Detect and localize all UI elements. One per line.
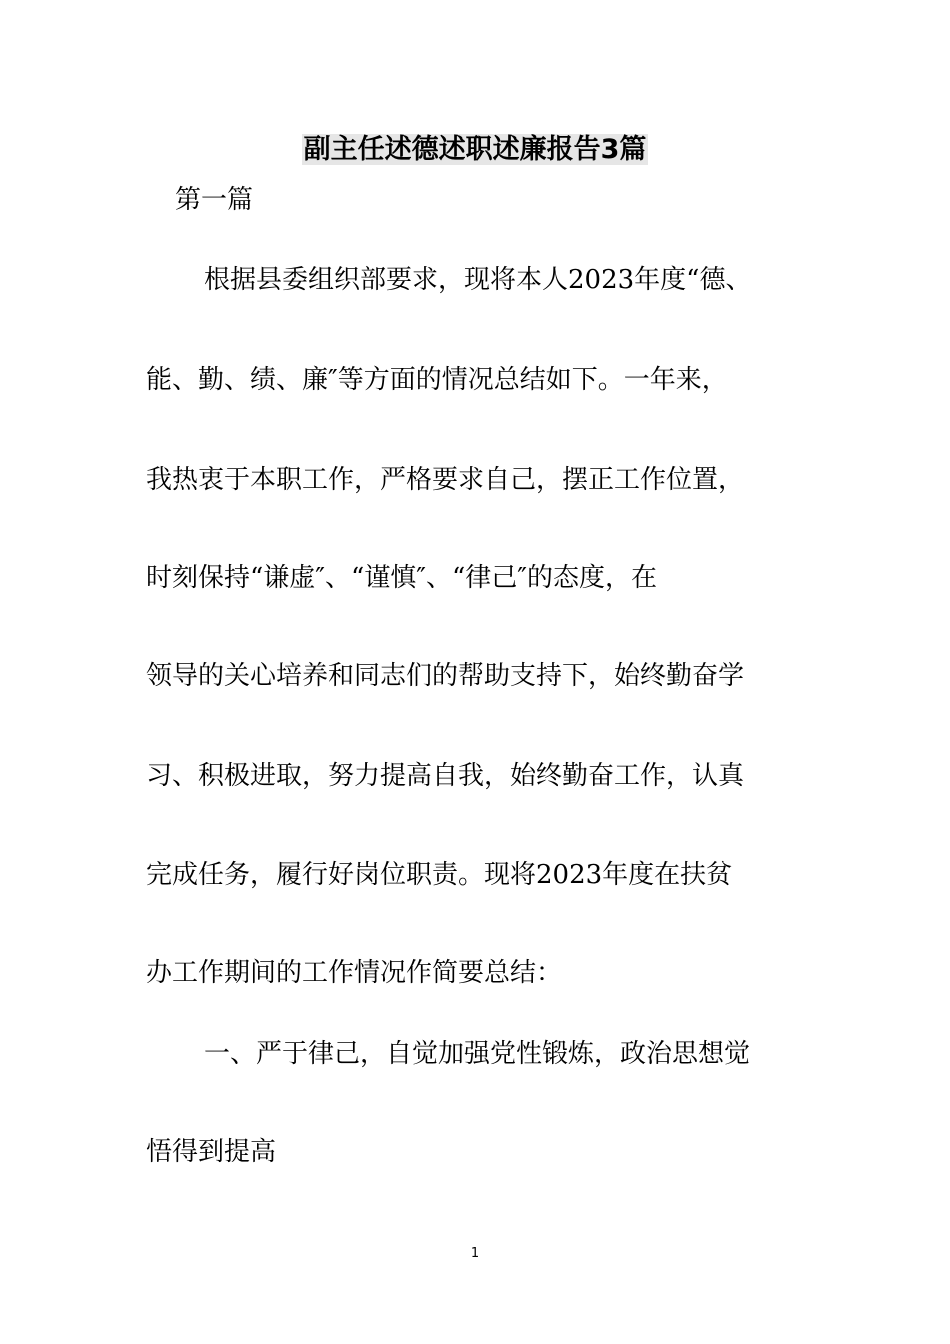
paragraph-line-3: 我热衷于本职工作，严格要求自己，摆正工作位置， xyxy=(146,465,745,495)
paragraph-line-6: 习、积极进取，努力提高自我，始终勤奋工作，认真 xyxy=(146,761,745,791)
heading-line-2: 悟得到提高 xyxy=(146,1137,277,1167)
heading-line-1: 一、严于律己，自觉加强党性锻炼，政治思想觉 xyxy=(204,1039,751,1069)
paragraph-line-4: 时刻保持“谦虚″、“谨慎″、“律己″的态度，在 xyxy=(146,563,658,593)
paragraph-line-8: 办工作期间的工作情况作简要总结： xyxy=(146,958,563,988)
document-title-text: 副主任述德述职述廉报告3篇 xyxy=(303,134,647,165)
paragraph-line-2: 能、勤、绩、廉″等方面的情况总结如下。一年来， xyxy=(146,365,728,395)
paragraph-line-1: 根据县委组织部要求，现将本人2023年度“德、 xyxy=(204,265,752,295)
document-title xyxy=(0,132,950,168)
paragraph-line-7: 完成任务，履行好岗位职责。现将2023年度在扶贫 xyxy=(146,860,733,890)
page-number: 1 xyxy=(470,1246,480,1261)
paragraph-line-5: 领导的关心培养和同志们的帮助支持下，始终勤奋学 xyxy=(146,661,745,691)
section-label: 第一篇 xyxy=(175,185,254,215)
